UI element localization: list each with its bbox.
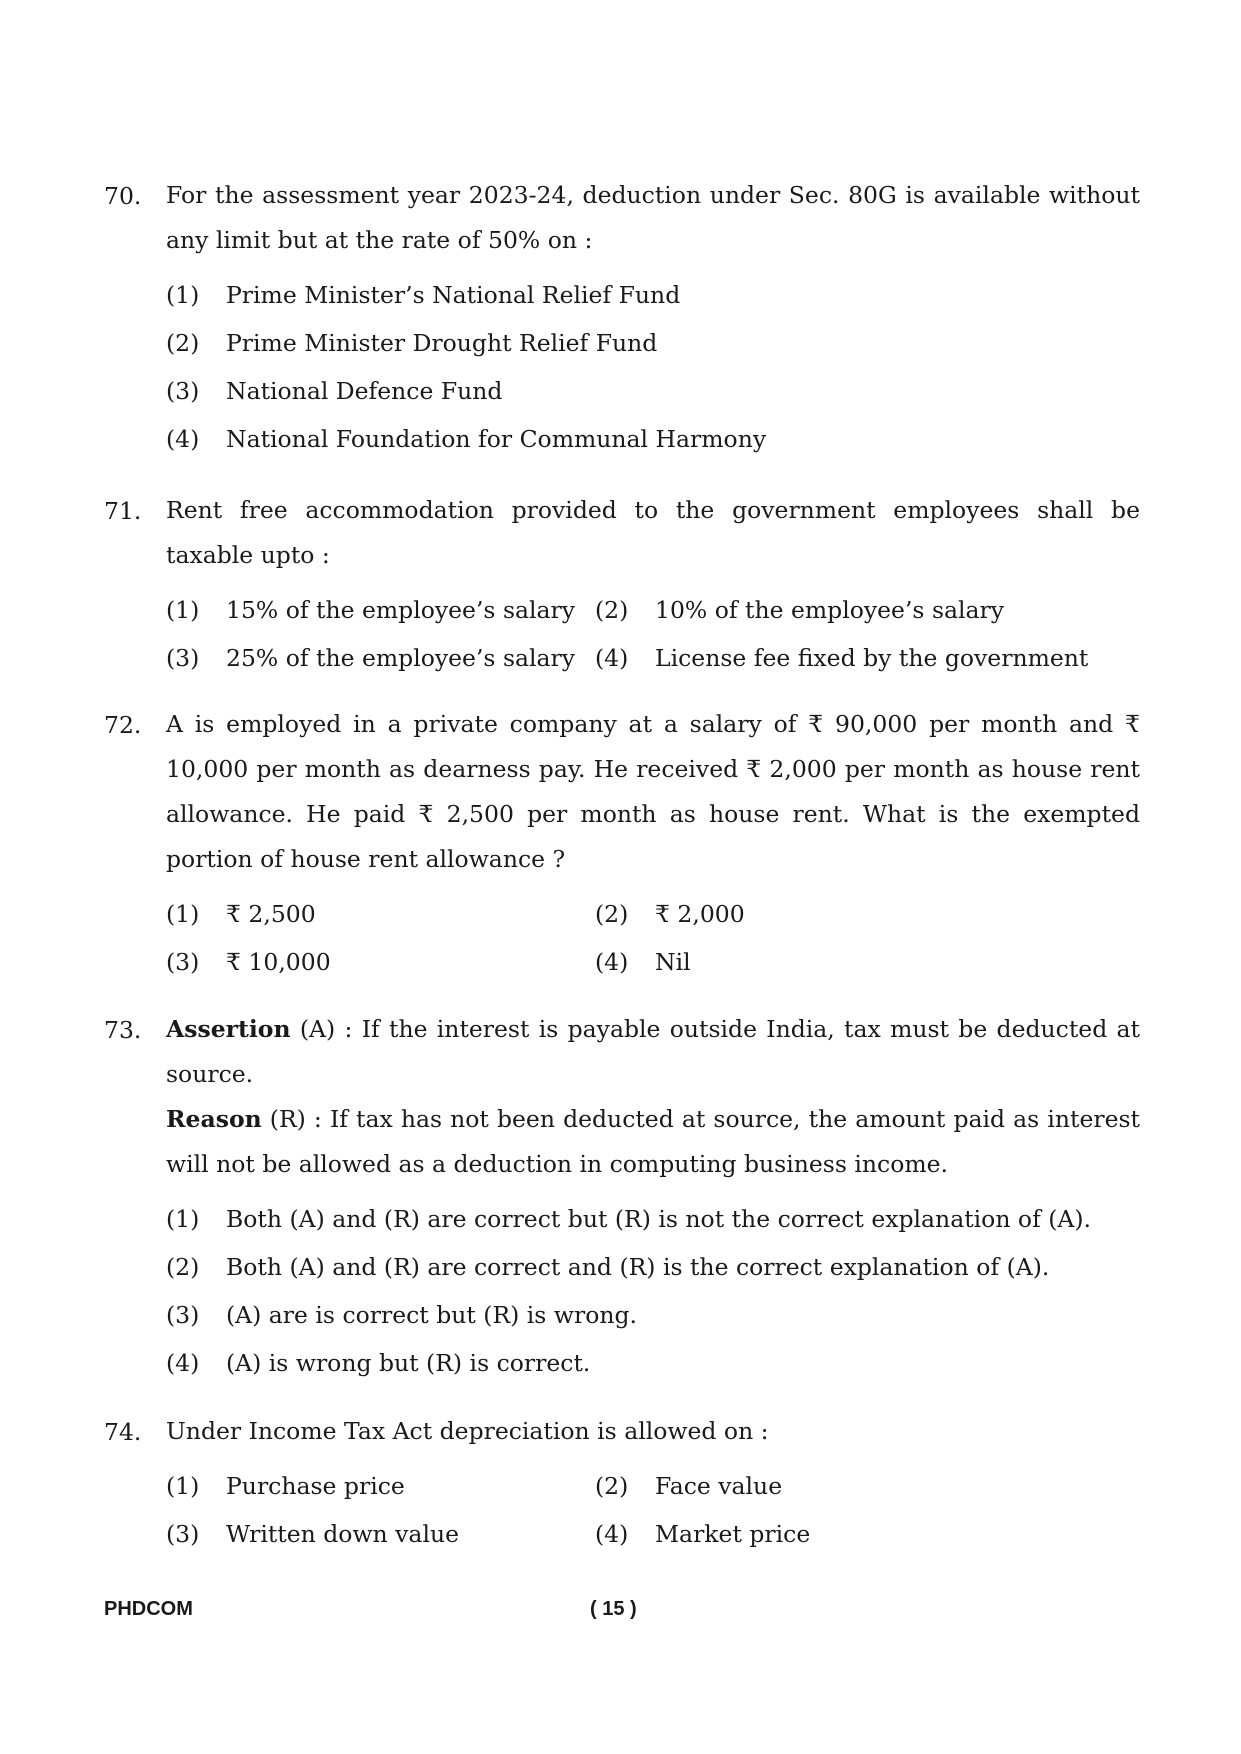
option-2: (2) Face value	[595, 1472, 783, 1500]
footer-code: PHDCOM	[104, 1598, 193, 1620]
options-list	[166, 1462, 1140, 1558]
question-number: 71.	[104, 497, 142, 525]
option-1: (1) Both (A) and (R) are correct but (R) is not the correct explanation of (A).	[166, 1205, 1092, 1233]
option-1: (1) Purchase price	[166, 1472, 405, 1500]
question-text: Under Income Tax Act depreciation is allowed on :	[166, 1417, 769, 1445]
option-1: (1) ₹ 2,500	[166, 900, 316, 928]
question-text: For the assessment year 2023-24, deduction under Sec. 80G is available without any limit but at the rate of 50% on :	[166, 181, 1140, 254]
question-74	[104, 1418, 1140, 1558]
options-list	[166, 586, 1140, 682]
reason-paragraph	[166, 1097, 1140, 1187]
question-number: 73.	[104, 1016, 142, 1044]
option-3: (3) (A) are is correct but (R) is wrong.	[166, 1301, 637, 1329]
assertion-label: Assertion	[166, 1015, 291, 1043]
page-number: ( 15 )	[590, 1598, 637, 1620]
option-1: (1) Prime Minister’s National Relief Fund	[166, 281, 681, 309]
options-list	[166, 890, 1140, 986]
option-4: (4) Nil	[595, 948, 691, 976]
options-list	[166, 271, 1140, 463]
question-number: 74.	[104, 1418, 142, 1446]
question-number: 70.	[104, 182, 142, 210]
option-3: (3) 25% of the employee’s salary	[166, 644, 576, 672]
question-73	[104, 1016, 1140, 1387]
assertion-text: (A) : If the interest is payable outside India, tax must be deducted at source.	[166, 1015, 1140, 1088]
reason-label: Reason	[166, 1105, 262, 1133]
option-3: (3) ₹ 10,000	[166, 948, 331, 976]
question-number: 72.	[104, 711, 142, 739]
option-3: (3) Written down value	[166, 1520, 460, 1548]
option-4: (4) License fee fixed by the government	[595, 644, 1089, 672]
question-71	[104, 497, 1140, 682]
option-2: (2) Prime Minister Drought Relief Fund	[166, 329, 658, 357]
option-4: (4) (A) is wrong but (R) is correct.	[166, 1349, 591, 1377]
options-list	[166, 1195, 1140, 1387]
option-4: (4) National Foundation for Communal Harmony	[166, 425, 767, 453]
option-2: (2) ₹ 2,000	[595, 900, 745, 928]
question-text	[166, 1007, 1140, 1187]
option-2: (2) 10% of the employee’s salary	[595, 596, 1005, 624]
option-3: (3) National Defence Fund	[166, 377, 503, 405]
option-2: (2) Both (A) and (R) are correct and (R) is the correct explanation of (A).	[166, 1253, 1050, 1281]
option-1: (1) 15% of the employee’s salary	[166, 596, 576, 624]
question-text: A is employed in a private company at a salary of ₹ 90,000 per month and ₹ 10,000 per month as dearness pay. He received ₹ 2,000 per month as house rent allowance. He paid ₹ 2,500 per month as house rent. What is the exempted portion of house rent allowance ?	[166, 710, 1140, 873]
question-70	[104, 182, 1140, 463]
assertion-paragraph	[166, 1007, 1140, 1097]
option-4: (4) Market price	[595, 1520, 811, 1548]
reason-text: (R) : If tax has not been deducted at source, the amount paid as interest will not be allowed as a deduction in computing business income.	[166, 1105, 1140, 1178]
question-72	[104, 711, 1140, 986]
question-text: Rent free accommodation provided to the government employees shall be taxable upto :	[166, 496, 1140, 569]
